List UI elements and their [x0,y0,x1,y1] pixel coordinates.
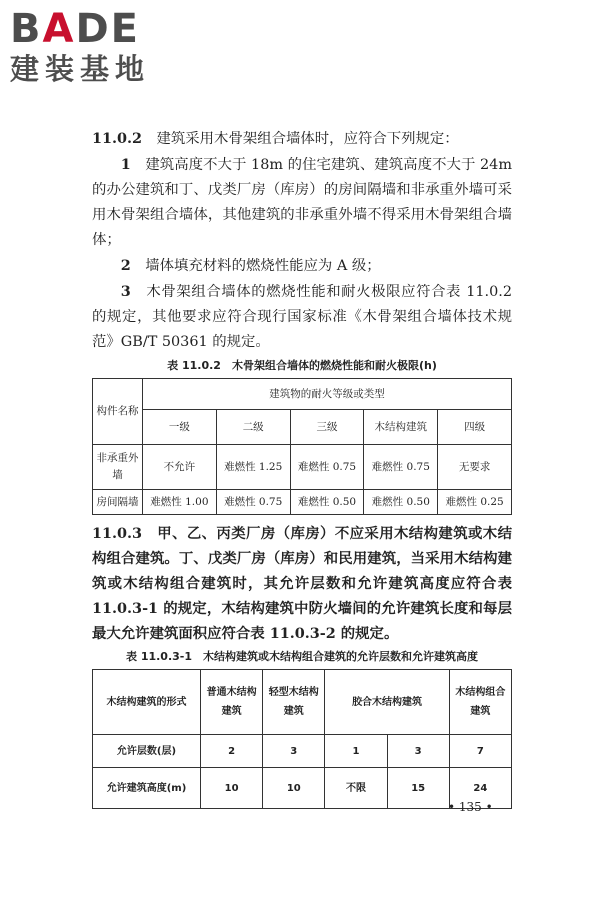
column-header: 胶合木结构建筑 [325,670,449,735]
column-header: 轻型木结构建筑 [263,670,325,735]
logo-letters-de: DE [75,6,140,52]
table-row [93,445,512,490]
logo-subtitle: 建装基地 [10,52,151,86]
clause-item-2 [92,253,512,279]
table-11-0-3-1 [92,669,512,809]
clause-item-3 [92,279,512,355]
item-text: 木骨架组合墙体的燃烧性能和耐火极限应符合表 11.0.2 的规定，其他要求应符合现行国家标准《木骨架组合墙体技术规范》GB/T 50361 的规定。 [92,284,512,350]
table-cell: 难燃性 0.50 [364,490,438,515]
clause-11-0-3 [92,521,512,646]
item-number: 1 [120,156,131,173]
clause-11-0-2-heading [92,126,512,152]
table-cell: 无要求 [438,445,512,490]
row-label: 房间隔墙 [93,490,143,515]
table-cell: 2 [201,735,263,768]
table-cell: 3 [387,735,449,768]
clause-title: 建筑采用木骨架组合墙体时，应符合下列规定： [156,131,459,147]
table-cell: 难燃性 1.00 [143,490,217,515]
clause-number: 11.0.2 [92,130,143,147]
clause-number: 11.0.3 [92,525,143,542]
table-cell: 24 [449,768,511,809]
row-label: 允许建筑高度(m) [93,768,201,809]
column-header: 三级 [290,410,364,445]
table-cell: 难燃性 0.75 [364,445,438,490]
logo-letter-a-accent: A [42,6,76,52]
table-cell: 7 [449,735,511,768]
bade-logo [10,6,180,86]
table-corner-header: 构件名称 [93,379,143,445]
item-number: 3 [120,283,131,300]
column-header: 一级 [143,410,217,445]
table-cell: 难燃性 0.75 [216,490,290,515]
clause-text: 甲、乙、丙类厂房（库房）不应采用木结构建筑或木结构组合建筑。丁、戊类厂房（库房）和民用建筑，当采用木结构建筑或木结构组合建筑时，其允许层数和允许建筑高度应符合表 11.0.3-1 的规定，木结构建筑中防火墙间的允许建筑长度和每层最大允许建筑面积应符合表 11.0.3-2 的规定。 [92,525,512,642]
column-header: 普通木结构建筑 [201,670,263,735]
table-cell: 10 [201,768,263,809]
table-11-0-2 [92,378,512,515]
table-row [93,490,512,515]
table-cell: 不允许 [143,445,217,490]
document-body [92,126,512,809]
page-number: • 135 • [448,800,493,814]
table-cell: 难燃性 0.50 [290,490,364,515]
column-header: 木结构建筑 [364,410,438,445]
table-cell: 3 [263,735,325,768]
logo-letter-b: B [10,6,43,52]
item-number: 2 [120,257,131,274]
column-header: 二级 [216,410,290,445]
row-label: 允许层数(层) [93,735,201,768]
column-header: 四级 [438,410,512,445]
table-cell: 难燃性 0.75 [290,445,364,490]
table-11-0-3-1-caption: 表 11.0.3-1 木结构建筑或木结构组合建筑的允许层数和允许建筑高度 [125,650,479,663]
item-text: 墙体填充材料的燃烧性能应为 A 级； [145,258,381,274]
table-cell: 15 [387,768,449,809]
table-cell: 10 [263,768,325,809]
item-text: 建筑高度不大于 18m 的住宅建筑、建筑高度不大于 24m 的办公建筑和丁、戊类厂房（库房）的房间隔墙和非承重外墙可采用木骨架组合墙体，其他建筑的非承重外墙不得采用木骨架组合墙体； [92,157,512,248]
table-cell: 不限 [325,768,387,809]
table-cell: 难燃性 1.25 [216,445,290,490]
table-cell: 1 [325,735,387,768]
table-group-header: 建筑物的耐火等级或类型 [143,379,512,410]
table-11-0-2-caption: 表 11.0.2 木骨架组合墙体的燃烧性能和耐火极限(h) [167,359,437,372]
table-row [93,735,512,768]
logo-wordmark [10,6,180,52]
table-cell: 难燃性 0.25 [438,490,512,515]
row-label: 非承重外墙 [93,445,143,490]
form-header: 木结构建筑的形式 [93,670,201,735]
clause-item-1 [92,152,512,253]
column-header: 木结构组合建筑 [449,670,511,735]
